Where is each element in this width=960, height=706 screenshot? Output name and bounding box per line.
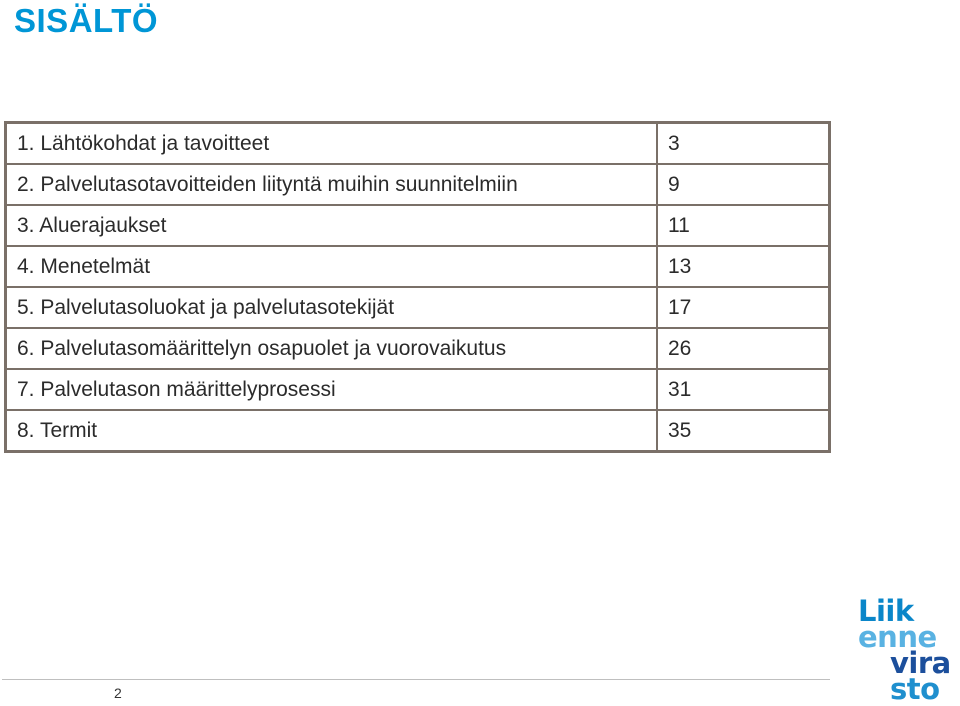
toc-entry-label: 5. Palvelutasoluokat ja palvelutasotekijät [6, 287, 658, 328]
toc-entry-label: 8. Termit [6, 410, 658, 452]
toc-entry-page: 9 [657, 164, 830, 205]
toc-entry-page: 13 [657, 246, 830, 287]
logo-line: enne [858, 620, 937, 654]
toc-row[interactable] [6, 123, 830, 165]
toc-entry-page: 3 [657, 123, 830, 165]
liikennevirasto-logo [858, 594, 958, 706]
logo-line: Liik [858, 594, 914, 628]
toc-entry-page: 17 [657, 287, 830, 328]
toc-entry-label: 3. Aluerajaukset [6, 205, 658, 246]
toc-entry-page: 31 [657, 369, 830, 410]
toc-row[interactable] [6, 164, 830, 205]
toc-entry-page: 26 [657, 328, 830, 369]
page-number: 2 [114, 685, 122, 701]
toc-row[interactable] [6, 205, 830, 246]
page-title: SISÄLTÖ [14, 2, 159, 39]
logo-line: vira [890, 646, 951, 680]
toc-entry-label: 7. Palvelutason määrittelyprosessi [6, 369, 658, 410]
toc-entry-label: 1. Lähtökohdat ja tavoitteet [6, 123, 658, 165]
toc-row[interactable] [6, 287, 830, 328]
table-of-contents [4, 121, 831, 453]
toc-entry-label: 4. Menetelmät [6, 246, 658, 287]
toc-row[interactable] [6, 369, 830, 410]
toc-entry-page: 11 [657, 205, 830, 246]
toc-entry-label: 2. Palvelutasotavoitteiden liityntä muihin suunnitelmiin [6, 164, 658, 205]
toc-row[interactable] [6, 328, 830, 369]
logo-line: sto [890, 672, 940, 706]
toc-row[interactable] [6, 410, 830, 452]
toc-row[interactable] [6, 246, 830, 287]
toc-entry-label: 6. Palvelutasomäärittelyn osapuolet ja vuorovaikutus [6, 328, 658, 369]
toc-entry-page: 35 [657, 410, 830, 452]
footer-divider [2, 679, 830, 680]
